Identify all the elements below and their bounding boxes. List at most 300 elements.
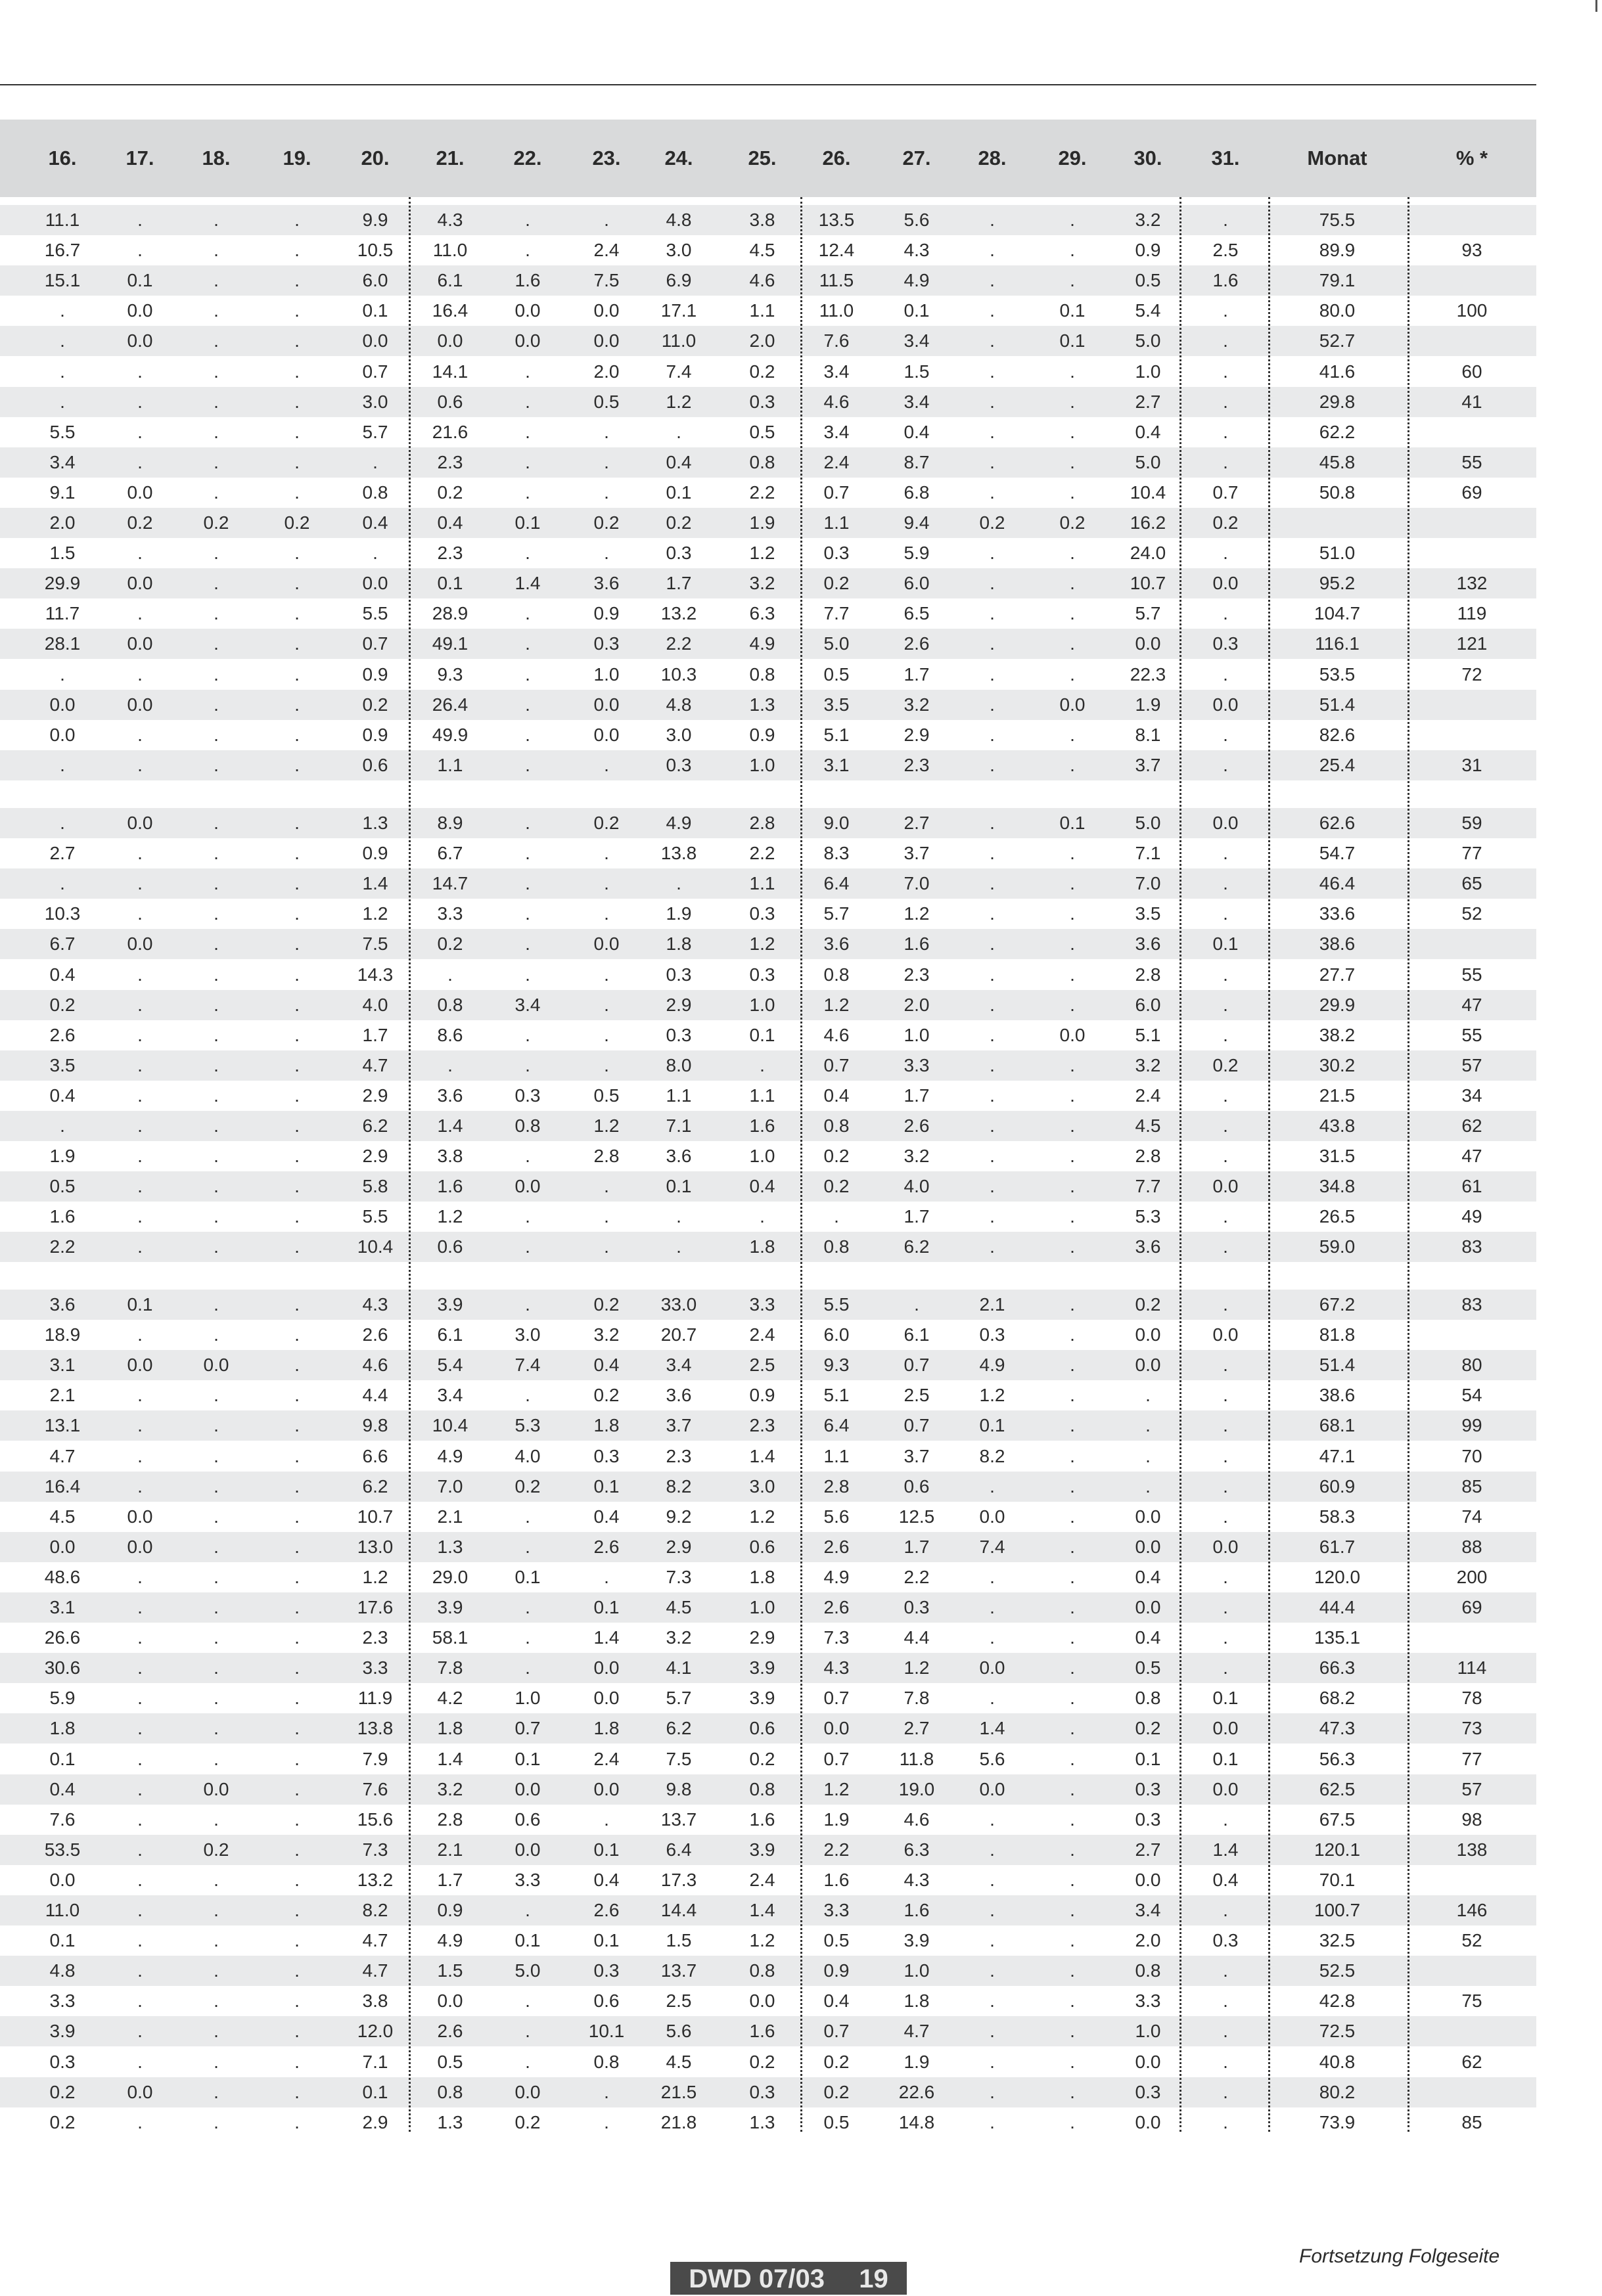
cell-day-9: 17.3 [660,1869,697,1890]
cell-day-12: 1.6 [904,934,930,955]
cell-day-6: . [447,964,453,985]
cell-day-11: 13.5 [818,210,855,230]
cell-day-8: 1.8 [593,1718,620,1739]
cell-day-10: 2.2 [749,843,775,864]
cell-day-11: 9.3 [823,1355,850,1376]
cell-day-18: 73 [1461,1718,1482,1739]
cell-day-5: 4.0 [362,994,388,1015]
cell-day-17: 66.3 [1319,1657,1356,1678]
cell-day-5: 13.0 [357,1536,394,1557]
cell-day-6: 8.9 [437,813,463,833]
cell-day-17: 51.4 [1319,694,1356,715]
cell-day-2: 0.0 [127,330,153,351]
cell-day-15: 0.0 [1135,1355,1161,1376]
cell-day-9: 1.5 [666,1930,692,1951]
cell-day-15: 5.3 [1135,1206,1161,1227]
cell-day-16: 0.0 [1212,1324,1239,1345]
cell-day-18: 47 [1461,994,1482,1015]
cell-day-13: . [990,2081,995,2102]
cell-day-14: . [1070,1475,1075,1497]
cell-day-8: 3.6 [593,573,620,594]
cell-day-12: 5.6 [904,210,930,230]
cell-day-13: . [990,2111,995,2132]
table-row [0,1202,1536,1232]
table-row [0,1805,1536,1835]
cell-day-11: 8.3 [823,843,850,864]
cell-day-7: . [525,633,530,654]
cell-day-13: . [990,1597,995,1617]
cell-day-11: 5.7 [823,903,850,924]
cell-day-13: 0.3 [979,1324,1005,1345]
cell-day-3: . [214,573,219,594]
cell-day-1: 0.2 [49,2081,76,2102]
cell-day-11: 0.4 [823,1085,850,1106]
cell-day-2: 0.0 [127,934,153,955]
cell-day-10: 0.3 [749,964,775,985]
cell-day-2: . [137,543,143,564]
cell-day-18: 200 [1456,1566,1488,1587]
cell-day-10: 1.0 [749,754,775,775]
cell-day-10: 1.4 [749,1445,775,1466]
cell-day-15: 2.8 [1135,1146,1161,1167]
cell-day-14: . [1070,543,1075,564]
cell-day-17: 29.9 [1319,994,1356,1015]
cell-day-4: . [294,330,300,351]
cell-day-17: 52.5 [1319,1960,1356,1981]
cell-day-7: 0.0 [515,2081,541,2102]
cell-day-2: 0.2 [127,512,153,533]
cell-day-8: 0.0 [593,1688,620,1709]
cell-day-13: . [990,1115,995,1136]
cell-day-3: . [214,873,219,894]
table-row [0,868,1536,899]
cell-day-12: 5.9 [904,543,930,564]
cell-day-8: . [604,1024,609,1045]
cell-day-10: 1.3 [749,2111,775,2132]
cell-day-10: 1.2 [749,1930,775,1951]
cell-day-10: 0.5 [749,421,775,442]
cell-day-2: 0.0 [127,633,153,654]
cell-day-8: . [604,1054,609,1075]
cell-day-9: 21.5 [660,2081,697,2102]
cell-day-12: 1.2 [904,903,930,924]
cell-day-13: . [990,934,995,955]
cell-day-14: . [1070,1445,1075,1466]
cell-day-9: 8.0 [666,1054,692,1075]
cell-day-15: . [1145,1385,1151,1406]
cell-day-5: 1.2 [362,1566,388,1587]
cell-day-16: 0.4 [1212,1869,1239,1890]
cell-day-16: 0.3 [1212,1930,1239,1951]
cell-day-2: . [137,903,143,924]
cell-day-17: 79.1 [1319,270,1356,291]
cell-day-9: 13.8 [660,843,697,864]
cell-day-9: . [676,1236,681,1257]
cell-day-8: 2.0 [593,361,620,382]
cell-day-18: 49 [1461,1206,1482,1227]
cell-day-1: . [60,330,65,351]
cell-day-5: 10.7 [357,1506,394,1527]
cell-day-6: 1.4 [437,1748,463,1769]
cell-day-12: 1.7 [904,1085,930,1106]
cell-day-11: 3.6 [823,934,850,955]
page-number: 19 [859,2264,888,2293]
cell-day-2: . [137,1146,143,1167]
cell-day-4: . [294,1294,300,1315]
cell-day-9: 4.8 [666,694,692,715]
cell-day-3: . [214,1627,219,1648]
cell-day-18: 55 [1461,964,1482,985]
cell-day-13: . [990,1176,995,1197]
cell-day-16: . [1223,1991,1228,2012]
cell-day-4: . [294,1146,300,1167]
cell-day-13: 2.1 [979,1294,1005,1315]
cell-day-7: . [525,2051,530,2072]
cell-day-7: . [525,934,530,955]
cell-day-15: . [1145,1445,1151,1466]
cell-day-9: 1.9 [666,903,692,924]
cell-day-11: 7.6 [823,330,850,351]
cell-day-3: . [214,482,219,503]
cell-day-9: 2.9 [666,1536,692,1557]
cell-day-10: 0.3 [749,391,775,412]
cell-day-3: . [214,1475,219,1497]
cell-day-2: 0.0 [127,1536,153,1557]
cell-day-11: 3.4 [823,361,850,382]
cell-day-9: 7.3 [666,1566,692,1587]
table-row [0,598,1536,629]
cell-day-17: 116.1 [1315,633,1360,654]
cell-day-2: . [137,1991,143,2012]
cell-day-8: 1.8 [593,1415,620,1436]
cell-day-16: 1.6 [1212,270,1239,291]
header-col-6: 21. [436,146,465,169]
cell-day-6: 4.9 [437,1930,463,1951]
issue-badge [670,2262,907,2295]
cell-day-1: 48.6 [44,1566,81,1587]
cell-day-17: 58.3 [1319,1506,1356,1527]
cell-day-8: . [604,1566,609,1587]
cell-day-7: . [525,1991,530,2012]
cell-day-16: . [1223,1415,1228,1436]
cell-day-2: 0.0 [127,2081,153,2102]
cell-day-8: 0.4 [593,1506,620,1527]
cell-day-18: 61 [1461,1176,1482,1197]
cell-day-9: 5.7 [666,1688,692,1709]
cell-day-8: 1.4 [593,1627,620,1648]
cell-day-15: 10.7 [1130,573,1166,594]
cell-day-6: 3.9 [437,1597,463,1617]
cell-day-16: . [1223,1294,1228,1315]
cell-day-8: 0.0 [593,724,620,745]
cell-day-16: 0.1 [1212,1748,1239,1769]
cell-day-11: 1.6 [823,1869,850,1890]
cell-day-10: 1.8 [749,1566,775,1587]
table-row [0,629,1536,659]
cell-day-10: 1.0 [749,994,775,1015]
cell-day-12: 1.0 [904,1960,930,1981]
cell-day-14: . [1070,1900,1075,1920]
table-row [0,1290,1536,1320]
cell-day-12: 2.6 [904,1115,930,1136]
cell-day-9: 3.0 [666,724,692,745]
cell-day-4: . [294,873,300,894]
cell-day-2: . [137,994,143,1015]
cell-day-13: . [990,1688,995,1709]
cell-day-13: 0.0 [979,1657,1005,1678]
table-row [0,1050,1536,1081]
cell-day-17: 120.1 [1314,1839,1361,1860]
cell-day-4: . [294,664,300,685]
cell-day-6: 0.0 [437,330,463,351]
cell-day-5: 4.7 [362,1960,388,1981]
cell-day-1: . [60,1115,65,1136]
cell-day-1: 1.5 [49,543,76,564]
cell-day-18: 77 [1461,1748,1482,1769]
cell-day-10: 0.1 [749,1024,775,1045]
cell-day-17: 62.2 [1319,421,1356,442]
cell-day-13: . [990,1566,995,1587]
cell-day-7: . [525,1627,530,1648]
cell-day-7: . [525,1385,530,1406]
cell-day-6: 2.8 [437,1809,463,1830]
cell-day-10: 1.4 [749,1900,775,1920]
cell-day-4: . [294,1778,300,1799]
cell-day-10: 3.3 [749,1294,775,1315]
table-row [0,1320,1536,1350]
cell-day-5: 0.8 [362,482,388,503]
cell-day-8: . [604,1176,609,1197]
cell-day-17: 70.1 [1319,1869,1356,1890]
cell-day-7: . [525,1597,530,1617]
cell-day-2: 0.0 [127,1355,153,1376]
cell-day-13: . [990,1206,995,1227]
cell-day-4: . [294,1748,300,1769]
cell-day-10: 1.9 [749,512,775,533]
table-row [0,1713,1536,1744]
cell-day-4: . [294,1960,300,1981]
cell-day-12: 3.4 [904,330,930,351]
cell-day-12: 1.5 [904,361,930,382]
cell-day-16: . [1223,2111,1228,2132]
top-rule [0,84,1536,85]
cell-day-9: 13.7 [660,1809,697,1830]
cell-day-11: 11.0 [819,300,854,321]
cell-day-5: 0.0 [362,573,388,594]
cell-day-2: . [137,1236,143,1257]
cell-day-15: 2.8 [1135,964,1161,985]
cell-day-17: 61.7 [1319,1536,1356,1557]
cell-day-2: . [137,2021,143,2042]
cell-day-13: 7.4 [979,1536,1005,1557]
cell-day-14: . [1070,724,1075,745]
cell-day-8: . [604,451,609,472]
cell-day-6: 2.1 [437,1839,463,1860]
cell-day-12: 8.7 [904,451,930,472]
cell-day-9: 10.3 [660,664,697,685]
cell-day-3: . [214,1960,219,1981]
cell-day-4: . [294,421,300,442]
cell-day-18: 52 [1461,1930,1482,1951]
cell-day-4: . [294,1176,300,1197]
table-row [0,1532,1536,1562]
cell-day-7: . [525,694,530,715]
cell-day-12: 1.6 [904,1900,930,1920]
cell-day-4: . [294,2111,300,2132]
cell-day-7: . [525,873,530,894]
cell-day-1: 13.1 [44,1415,81,1436]
cell-day-17: 80.2 [1319,2081,1356,2102]
cell-day-3: . [214,1445,219,1466]
cell-day-2: . [137,1778,143,1799]
cell-day-1: 1.6 [49,1206,76,1227]
cell-day-17: 38.2 [1319,1024,1356,1045]
cell-day-1: . [60,391,65,412]
cell-day-3: . [214,964,219,985]
cell-day-10: 0.0 [749,1991,775,2012]
cell-day-12: 3.7 [904,843,930,864]
cell-day-15: 0.3 [1135,1809,1161,1830]
cell-day-10: 4.9 [749,633,775,654]
cell-day-12: 2.7 [904,813,930,833]
cell-day-12: . [914,1294,919,1315]
cell-day-5: 10.4 [357,1236,394,1257]
cell-day-3: . [214,543,219,564]
cell-day-8: 0.3 [593,1960,620,1981]
table-row [0,720,1536,750]
cell-day-4: . [294,1206,300,1227]
cell-day-1: 2.7 [49,843,76,864]
cell-day-16: . [1223,2051,1228,2072]
header-col-2: 17. [126,146,154,169]
cell-day-5: 0.0 [362,330,388,351]
cell-day-3: . [214,240,219,261]
cell-day-8: 0.0 [593,300,620,321]
table-row [0,808,1536,838]
cell-day-15: 0.3 [1135,2081,1161,2102]
cell-day-4: . [294,270,300,291]
cell-day-3: . [214,1206,219,1227]
cell-day-5: 0.9 [362,724,388,745]
cell-day-17: 73.9 [1319,2111,1356,2132]
cell-day-17: 75.5 [1319,210,1356,230]
table-row [0,296,1536,326]
table-row [0,1472,1536,1502]
cell-day-8: 0.0 [593,1657,620,1678]
cell-day-8: 0.3 [593,1445,620,1466]
header-col-3: 18. [202,146,231,169]
cell-day-15: 0.2 [1135,1718,1161,1739]
cell-day-4: . [294,1054,300,1075]
cell-day-3: . [214,1385,219,1406]
cell-day-8: . [604,2111,609,2132]
table-row [0,2077,1536,2107]
cell-day-11: 0.4 [823,1991,850,2012]
cell-day-14: . [1070,1294,1075,1315]
cell-day-11: 0.2 [823,2081,850,2102]
cell-day-11: 0.7 [823,482,850,503]
cell-day-11: 5.0 [823,633,850,654]
cell-day-15: 0.0 [1135,1597,1161,1617]
cell-day-3: . [214,664,219,685]
cell-day-15: 0.4 [1135,421,1161,442]
cell-day-18: 83 [1461,1236,1482,1257]
cell-day-7: 0.0 [515,330,541,351]
cell-day-8: 0.1 [593,1597,620,1617]
cell-day-6: 1.4 [437,1115,463,1136]
cell-day-10: 3.0 [749,1475,775,1497]
cell-day-15: 0.0 [1135,1869,1161,1890]
cell-day-14: . [1070,1869,1075,1890]
cell-day-5: 7.6 [362,1778,388,1799]
cell-day-13: . [990,1146,995,1167]
cell-day-13: . [990,1991,995,2012]
table-row [0,417,1536,447]
cell-day-8: 0.1 [593,1475,620,1497]
cell-day-2: . [137,1475,143,1497]
cell-day-17: 60.9 [1319,1475,1356,1497]
cell-day-3: . [214,1869,219,1890]
cell-day-13: . [990,573,995,594]
cell-day-2: . [137,1566,143,1587]
cell-day-3: . [214,2051,219,2072]
cell-day-7: 0.1 [515,1930,541,1951]
cell-day-1: . [60,873,65,894]
cell-day-1: 4.7 [49,1445,76,1466]
table-row [0,929,1536,959]
cell-day-2: . [137,1054,143,1075]
cell-day-11: 2.4 [823,451,850,472]
cell-day-3: . [214,903,219,924]
cell-day-3: . [214,1688,219,1709]
cell-day-14: . [1070,1054,1075,1075]
cell-day-7: 5.3 [515,1415,541,1436]
cell-day-4: . [294,1627,300,1648]
cell-day-1: 1.9 [49,1146,76,1167]
cell-day-11: 12.4 [818,240,855,261]
cell-day-14: . [1070,1748,1075,1769]
cell-day-15: 8.1 [1135,724,1161,745]
cell-day-13: . [990,270,995,291]
cell-day-6: 8.6 [437,1024,463,1045]
cell-day-1: 15.1 [44,270,81,291]
cell-day-10: 1.3 [749,694,775,715]
cell-day-9: 4.8 [666,210,692,230]
cell-day-5: 1.3 [362,813,388,833]
cell-day-7: 3.0 [515,1324,541,1345]
cell-day-5: 0.9 [362,664,388,685]
cell-day-14: . [1070,1597,1075,1617]
cell-day-9: 2.5 [666,1991,692,2012]
cell-day-5: 2.9 [362,2111,388,2132]
cell-day-10: 0.4 [749,1176,775,1197]
cell-day-1: 3.6 [49,1294,76,1315]
cell-day-11: 0.8 [823,1115,850,1136]
cell-day-10: 4.5 [749,240,775,261]
cell-day-8: 0.5 [593,1085,620,1106]
cell-day-1: 0.4 [49,964,76,985]
cell-day-9: 13.7 [660,1960,697,1981]
cell-day-14: . [1070,1385,1075,1406]
cell-day-3: . [214,724,219,745]
cell-day-3: . [214,1597,219,1617]
cell-day-13: 0.0 [979,1506,1005,1527]
cell-day-5: 12.0 [357,2021,394,2042]
cell-day-2: 0.0 [127,813,153,833]
cell-day-11: 1.1 [823,512,850,533]
header-col-14: 29. [1058,146,1087,169]
cell-day-2: . [137,1176,143,1197]
